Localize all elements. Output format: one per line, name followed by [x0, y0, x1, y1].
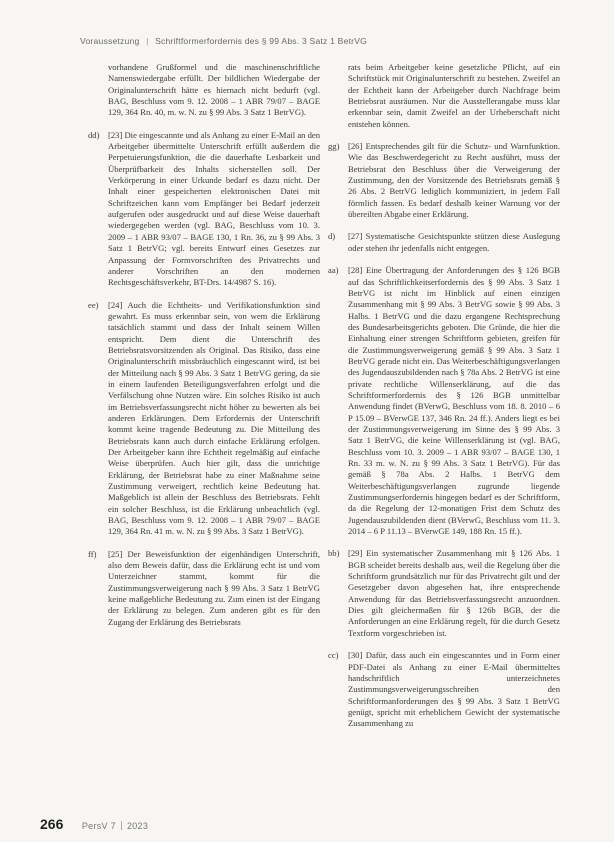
paragraph: [88, 300, 320, 538]
journal-reference: [82, 821, 148, 831]
paragraph-text: vorhandene Grußformel und die maschinenschriftliche Namenswiedergabe erfüllt. Der bildlichen Wiedergabe der Originalunterschrift hätte es hiernach nicht bedurft (vgl. BAG, Beschluss vom 9. 12. 2008 – 1 ABR 79/07 – BAGE 129, 364 Rn. 40, m. w. N. zu § 99 Abs. 3 Satz 1 BetrVG).: [108, 62, 320, 118]
paragraph-text: [23] Die eingescannte und als Anhang zu einer E-Mail an den Arbeitgeber übermittelte Unterschrift erfüllt außerdem die Perpetuierungsfunktion, die die dauerhafte Lesbarkeit und Überprüfbarkeit des Inhalts sicherstellen soll. Der Verkörperung in einer Urkunde bedarf es dazu nicht. Der Inhalt einer gespeicherten elektronischen Datei mit Schriftzeichen kann vom Empfänger bei Bedarf jederzeit aufgerufen oder ausgedruckt und auf diese Weise dauerhaft wiedergegeben werden (vgl. BAG, Beschluss vom 10. 3. 2009 – 1 ABR 93/07 – BAGE 130, 1 Rn. 36, zu § 99 Abs. 3 Satz 1 BetrVG; vgl. bereits Entwurf eines Gesetzes zur Anpassung der Formvorschriften des Privatrechts und anderer Vorschriften an den modernen Rechtsgeschäftsverkehr, BT-Drs. 14/4987 S. 16).: [108, 129, 320, 288]
page-number: 266: [40, 816, 64, 832]
paragraph: [328, 265, 560, 537]
header-separator: |: [146, 36, 149, 46]
paragraph-label: aa): [328, 265, 339, 276]
paragraph-text: [24] Auch die Echtheits- und Verifikationsfunktion sind gewahrt. Es muss erkennbar sein, von wem die Erklärung tatsächlich stammt und dass der Inhalt seinem Willen entspricht. Dem dient die Unterschrift des Betriebsratsvorsitzenden als Original. Das Risiko, dass eine Originalunterschrift missbräuchlich eingescannt wird, ist bei der Mitteilung nach § 99 Abs. 3 Satz 1 BetrVG gering, da sie in einem laufenden Beteiligungsverfahren erfolgt und die Verfälschung ohne Nutzen wäre. Ein solches Risiko ist auch im Betriebsverfassungsrecht nicht höher zu bewerten als bei anderen Erklärungen. Dem Erfordernis der Unterschrift kommt keine tragende Bedeutung zu. Die Mitteilung des Betriebsrats kann auch durch einfache Erklärung erfolgen. Der Arbeitgeber kann ihre Echtheit regelmäßig auf einfache Weise überprüfen. Auch hier gilt, dass die unrichtige Erklärung, der Betriebsrat habe zu einer Maßnahme seine Zustimmung verweigert, rechtlich keine Bedeutung hat. Maßgeblich ist allein der Beschluss des Betriebsrats. Fehlt ein solcher Beschluss, ist die Erklärung unbeachtlich (vgl. BAG, Beschluss vom 9. 12. 2008 – 1 ABR 79/07 – BAGE 129, 364 Rn. 41 m. w. N. zu § 99 Abs. 3 Satz 1 BetrVG).: [108, 299, 320, 537]
paragraph-label: cc): [328, 650, 339, 661]
page-footer: [40, 816, 148, 834]
paragraph-text: [30] Dafür, dass auch ein eingescanntes und in Form einer PDF-Datei als Anhang zu einer E-Mail übermitteltes handschriftlich unterzeichnetes Zustimmungsverweigerungsschreiben den Schriftformanforderungen des § 99 Abs. 3 Satz 1 BetrVG genügt, spricht mit erheblichem Gewicht der systematische Zusammenhang zu: [348, 650, 560, 729]
journal-name: PersV 7: [81, 821, 116, 831]
footer-divider: [121, 821, 122, 830]
left-column: [88, 62, 320, 639]
running-header: [80, 36, 560, 46]
paragraph: [328, 231, 560, 254]
paragraph-label: d): [328, 231, 336, 242]
paragraph: [328, 141, 560, 220]
paragraph-text: [29] Ein systematischer Zusammenhang mit § 126 Abs. 1 BGB scheidet bereits deshalb aus, weil die Regelung über die Schriftform grundsätzlich nur für das Privatrecht gilt und der Gesetzgeber davon abgesehen hat, ihre entsprechende Anwendung für das Betriebsverfassungsrecht anzuordnen. Dies gilt gleichermaßen für § 126b BGB, der die Anforderungen an eine Erklärung regelt, für die durch Gesetz Textform vorgeschrieben ist.: [348, 548, 560, 638]
paragraph-text: [25] Der Beweisfunktion der eigenhändigen Unterschrift, also dem Beweis dafür, dass die Erklärung echt ist und vom Unterzeichner stammt, kommt für die Zustimmungsverweigerung nach § 99 Abs. 3 Satz 1 BetrVG keine maßgebliche Bedeutung zu. Zum einen ist der Eingang der Erklärung zu belegen. Zum anderen gibt es für den Zugang der Erklärung des Betriebsrats: [108, 548, 320, 627]
paragraph-label: ee): [88, 299, 99, 310]
journal-year: 2023: [126, 821, 149, 831]
paragraph-text: [26] Entsprechendes gilt für die Schutz- und Warnfunktion. Wie das Beschwerdegericht zu Recht ausführt, muss der Betriebsrat den Beschluss über die Verweigerung der Zustimmung, den der Vorsitzende des Betriebsrats gemäß § 26 Abs. 2 BetrVG lediglich kommuniziert, in jedem Fall förmlich fassen. Es bedarf deshalb keiner Warnung vor der übereilten Abgabe einer Erklärung.: [348, 141, 560, 220]
paragraph: [328, 62, 560, 130]
paragraph-label: ff): [88, 548, 97, 559]
paragraph-label: dd): [88, 129, 100, 140]
right-column: [328, 62, 560, 741]
paragraph-text: [27] Systematische Gesichtspunkte stützen diese Auslegung oder stehen ihr jedenfalls nicht entgegen.: [348, 231, 560, 253]
header-title: Schriftformerfordernis des § 99 Abs. 3 Satz 1 BetrVG: [155, 36, 368, 46]
paragraph: [88, 549, 320, 628]
paragraph-label: gg): [328, 141, 340, 152]
paragraph-text: [28] Eine Übertragung der Anforderungen des § 126 BGB auf das Schriftlichkeitserfordernis des § 99 Abs. 3 Satz 1 BetrVG ist nicht im Hinblick auf einen einzigen Zusammenhang mit § 99 Abs. 3 BetrVG sowie § 99 Abs. 3 Halbs. 1 BetrVG und die dazu ergangene Rechtsprechung des Bundesarbeitsgerichts geboten. Die Gründe, die hier die Einhaltung einer strengen Schriftform gebieten, greifen für die Zustimmungsverweigerung gemäß § 99 Abs. 3 Satz 1 BetrVG gerade nicht ein. Das Weiterbeschäftigungsverlangen des Jugendauszubildenden nach § 78a Abs. 2 BetrVG ist eine private rechtliche Willenserklärung, auf die das Schriftformerfordernis des § 126 BGB unmittelbar Anwendung findet (BVerwG, Beschluss vom 18. 8. 2010 – 6 P 15.09 – BVerwGE 137, 346 Rn. 24 ff.). Anders liegt es bei der Zustimmungsverweigerung im Sinne des § 99 Abs. 3 Satz 1 BetrVG, die keine Willenserklärung ist (vgl. BAG, Beschluss vom 10. 3. 2009 – 1 ABR 93/07 – BAGE 130, 1 Rn. 33 m. w. N. zu § 99 Abs. 3 Satz 1 BetrVG). Für das gemäß § 78a Abs. 2 Halbs. 1 BetrVG dem Weiterbeschäftigungsverlangen zugrunde liegende Zustimmungserfordernis hingegen bedarf es der Schriftform, da die Regelung der 12-monatigen Frist dem Schutz des Jugendauszubildenden dient (BVerwG, Beschluss vom 11. 3. 2014 – 6 P 11.13 – BVerwGE 149, 188 Rn. 15 ff.).: [348, 265, 561, 537]
paragraph-text: rats beim Arbeitgeber keine gesetzliche Pflicht, auf ein Schriftstück mit Originalunterschrift zu bestehen. Zweifel an der Echtheit kann der Arbeitgeber durch Nachfrage beim Betriebsrat ausräumen. Nur die Ausstellerangabe muss klar erkennbar sein, damit Zweifel an der Urheberschaft nicht entstehen können.: [348, 62, 560, 129]
paragraph: [328, 650, 560, 729]
paragraph-label: bb): [328, 548, 340, 559]
paragraph: [88, 130, 320, 289]
paragraph: [88, 62, 320, 119]
header-section: Voraussetzung: [80, 36, 140, 46]
paragraph: [328, 548, 560, 639]
